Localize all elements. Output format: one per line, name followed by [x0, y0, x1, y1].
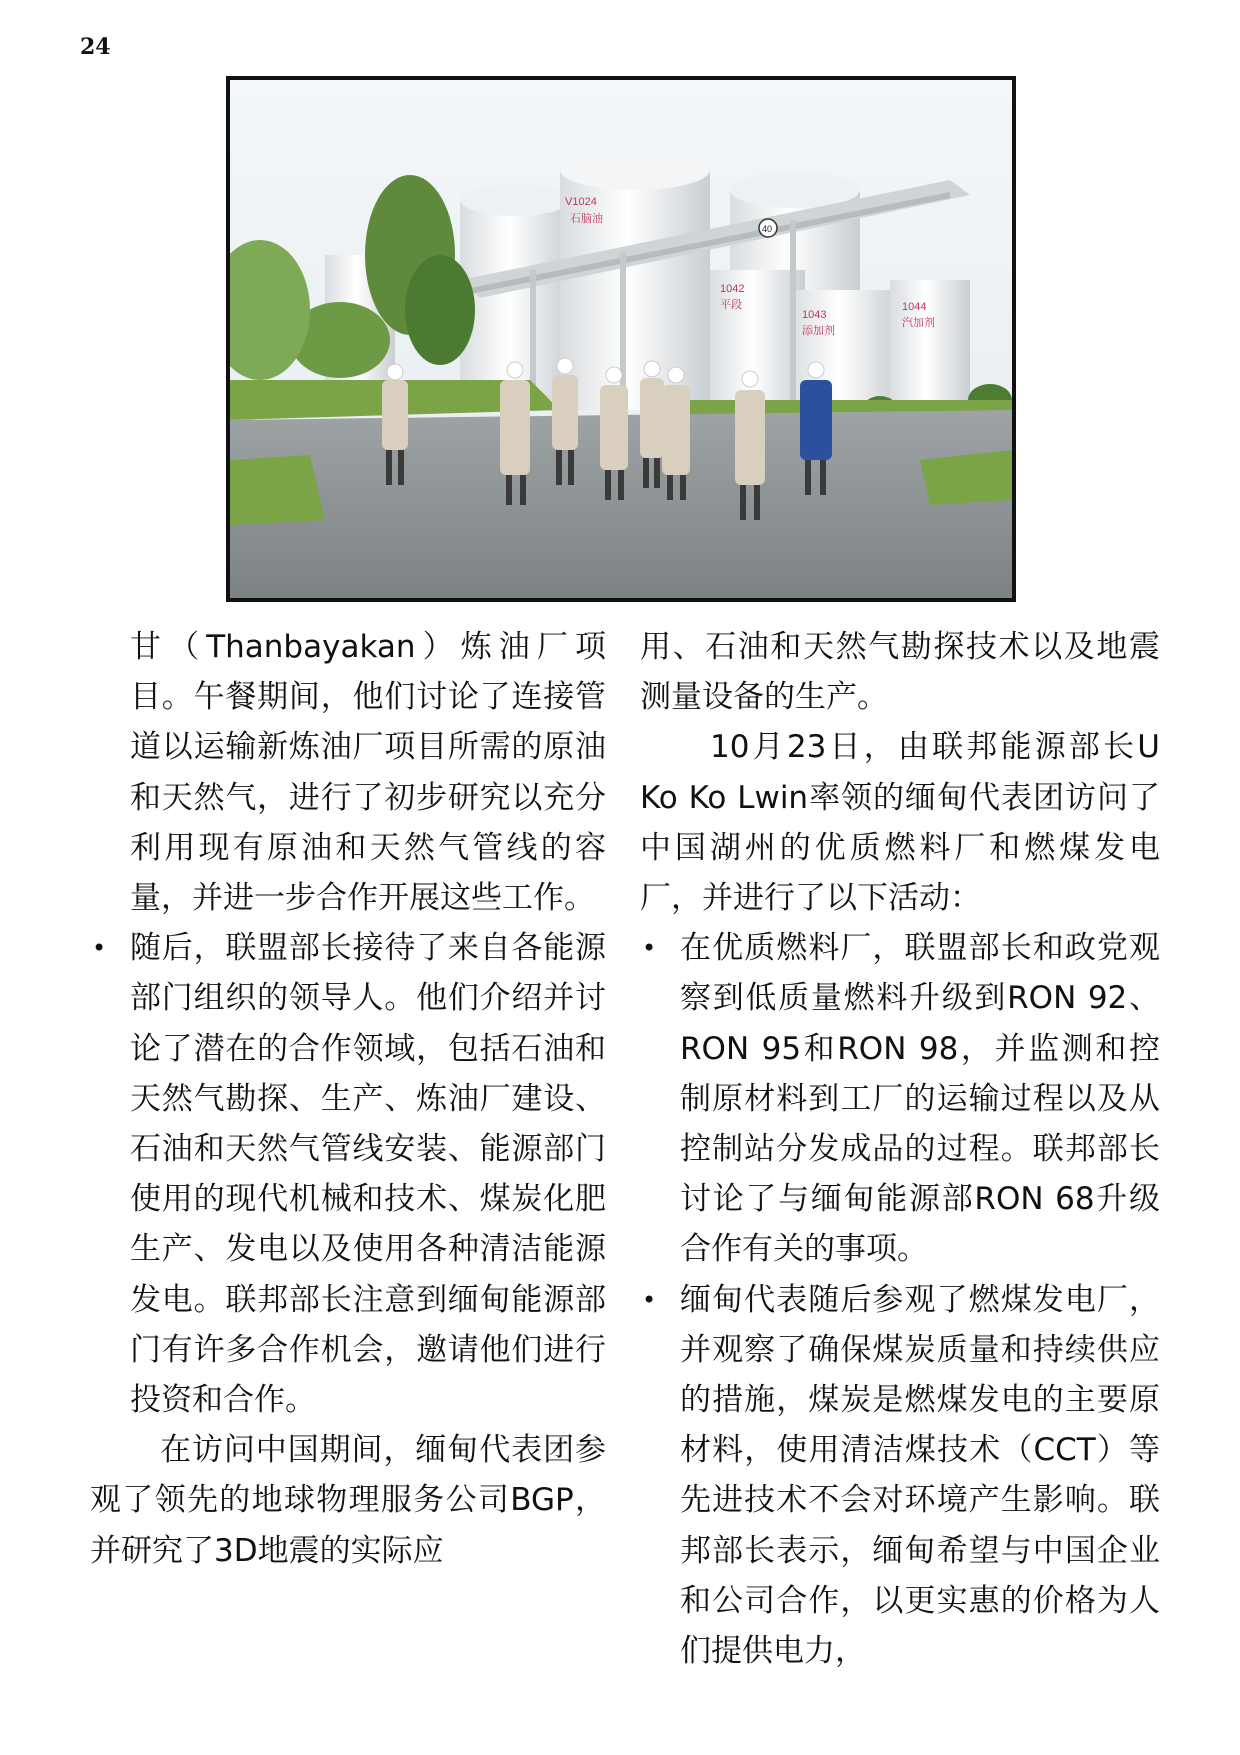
tank-label: 平段	[720, 299, 742, 311]
tank-label: 1043	[802, 309, 827, 321]
tank-label: V1024	[565, 196, 597, 208]
bullet-item: • 在优质燃料厂，联盟部长和政党观察到低质量燃料升级到RON 92、RON 95和RON 98，并监测和控制原材料到工厂的运输过程以及从控制站分发成品的过程。联邦部长讨论了与缅甸能源部RON 68升级合作有关的事项。	[640, 923, 1160, 1274]
tank-label: 添加剂	[802, 325, 835, 337]
tank-label: 1042	[720, 283, 745, 295]
bullet-item: • 随后，联盟部长接待了来自各能源部门组织的领导人。他们介绍并讨论了潜在的合作领域，包括石油和天然气勘探、生产、炼油厂建设、石油和天然气管线安装、能源部门使用的现代机械和技术、煤炭化肥生产、发电以及使用各种清洁能源发电。联邦部长注意到缅甸能源部门有许多合作机会，邀请他们进行投资和合作。	[90, 923, 606, 1425]
right-column	[640, 622, 1160, 1676]
page-number: 24	[80, 34, 111, 60]
paragraph: 在访问中国期间，缅甸代表团参观了领先的地球物理服务公司BGP，并研究了3D地震的实际应	[90, 1432, 606, 1569]
tank-label: 1044	[902, 301, 927, 313]
paragraph: 10月23日，由联邦能源部长U Ko Ko Lwin率领的缅甸代表团访问了中国湖州的优质燃料厂和燃煤发电厂，并进行了以下活动：	[640, 729, 1160, 917]
tank-label: 汽加剂	[902, 317, 935, 329]
left-column	[90, 622, 606, 1576]
height-sign: 40	[762, 224, 773, 234]
paragraph-continued: 用、石油和天然气勘探技术以及地震测量设备的生产。	[640, 629, 1160, 716]
refinery-photo	[226, 76, 1016, 602]
bullet-item: • 缅甸代表随后参观了燃煤发电厂，并观察了确保煤炭质量和持续供应的措施，煤炭是燃煤发电的主要原材料，使用清洁煤技术（CCT）等先进技术不会对环境产生影响。联邦部长表示，缅甸希望与中国企业和公司合作，以更实惠的价格为人们提供电力，	[640, 1275, 1160, 1677]
paragraph-continued: 甘（Thanbayakan）炼油厂项目。午餐期间，他们讨论了连接管道以运输新炼油厂项目所需的原油和天然气，进行了初步研究以充分利用现有原油和天然气管线的容量，并进一步合作开展这些工作。	[130, 629, 606, 917]
tank-label: 石脑油	[570, 213, 603, 225]
